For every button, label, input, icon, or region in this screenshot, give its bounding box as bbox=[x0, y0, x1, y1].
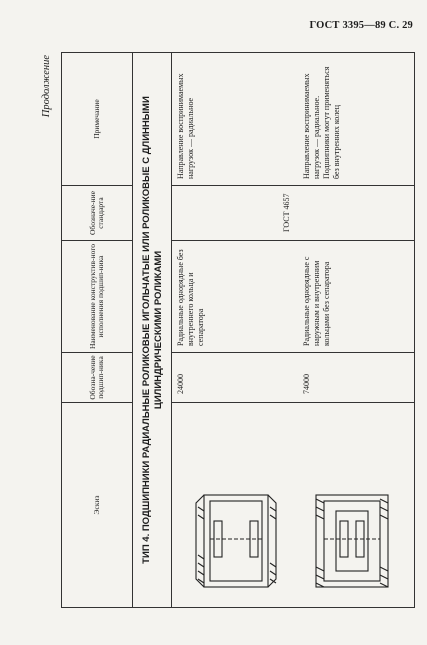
header-designation: Обозна-чение подшип-ника bbox=[62, 353, 133, 403]
note-cell: Направление воспринимаемых нагрузок — радиальное. Подшипники могут применяться без внутренних колец bbox=[298, 53, 415, 186]
standard-cell bbox=[172, 186, 299, 241]
bearing-24000-sketch bbox=[176, 406, 288, 601]
bearing-74000-sketch bbox=[302, 406, 402, 601]
designation-cell: 74000 bbox=[298, 353, 415, 403]
note-cell: Направление воспринимаемых нагрузок — радиальное bbox=[172, 53, 299, 186]
header-standard: Обозначе-ние стандарта bbox=[62, 186, 133, 241]
page-header: ГОСТ 3395—89 С. 29 bbox=[309, 20, 413, 31]
standard-cell bbox=[298, 186, 415, 241]
rotated-table-area bbox=[35, 53, 395, 608]
designation-cell: 24000 bbox=[172, 353, 299, 403]
sketch-cell bbox=[172, 403, 299, 608]
name-cell: Радиальные однорядные без внутреннего кольца и сепаратора bbox=[172, 241, 299, 353]
table-row bbox=[172, 53, 299, 608]
table-row bbox=[298, 53, 415, 608]
table-title: ТИП 4. ПОДШИПНИКИ РАДИАЛЬНЫЕ РОЛИКОВЫЕ ИГОЛЬЧАТЫЕ ИЛИ РОЛИКОВЫЕ С ДЛИННЫМИ ЦИЛИНДРИЧЕСКИМИ РОЛИКАМИ bbox=[133, 53, 172, 608]
header-name: Наименование конструктив-ного исполнения подшип-ника bbox=[62, 241, 133, 353]
header-sketch: Эскиз bbox=[62, 403, 133, 608]
continuation-label: Продолжение bbox=[41, 55, 52, 118]
bearing-table bbox=[61, 52, 415, 608]
name-cell: Радиальные однорядные с наружным и внутренним кольцами без сепаратора bbox=[298, 241, 415, 353]
table-title-row bbox=[133, 53, 172, 608]
standard-value: ГОСТ 4657 bbox=[282, 193, 291, 232]
header-note: Примечание bbox=[62, 53, 133, 186]
table-header-row bbox=[62, 53, 133, 608]
sketch-cell bbox=[298, 403, 415, 608]
